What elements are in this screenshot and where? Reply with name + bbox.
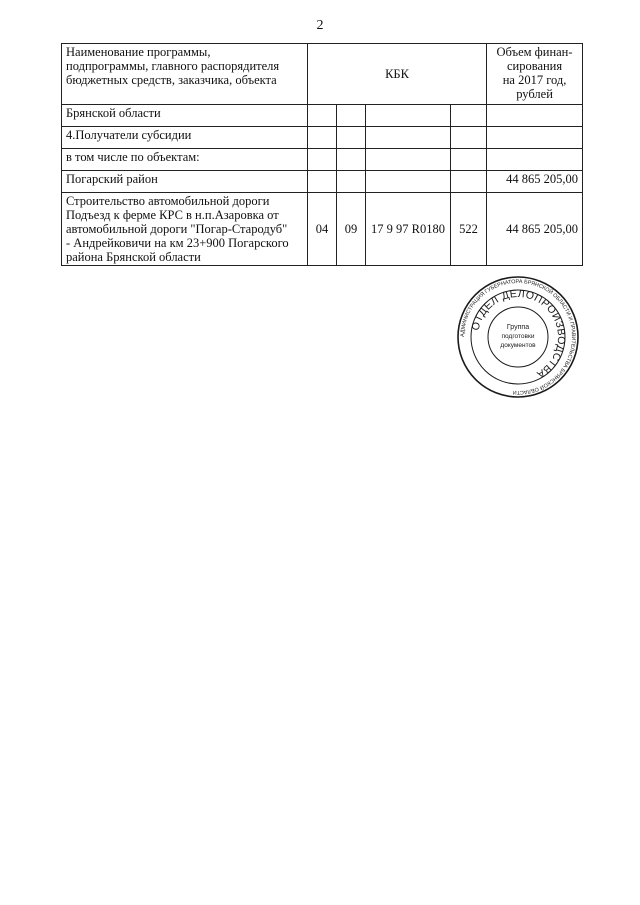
object-name-line: автомобильной дороги "Погар-Стародуб" (66, 222, 288, 236)
kbk-type-cell: 522 (451, 193, 487, 266)
kbk-target-cell: 17 9 97 R0180 (366, 193, 451, 266)
table-row (62, 149, 583, 171)
row-name-cell: Погарский район (62, 171, 308, 193)
kbk-section-cell (308, 105, 337, 127)
kbk-subsection-cell (337, 149, 366, 171)
table-row (62, 105, 583, 127)
stamp-center-line: документов (500, 342, 536, 349)
kbk-subsection-cell: 09 (337, 193, 366, 266)
amount-cell (487, 149, 583, 171)
kbk-section-cell (308, 127, 337, 149)
header-name-line: Наименование программы, (66, 45, 211, 59)
stamp-center-line: подготовки (501, 333, 535, 340)
row-name-cell: 4.Получатели субсидии (62, 127, 308, 149)
header-name-cell (62, 44, 308, 105)
budget-table (61, 43, 583, 266)
office-stamp (457, 276, 579, 398)
kbk-section-cell (308, 171, 337, 193)
object-name-line: Строительство автомобильной дороги (66, 194, 270, 208)
header-finance-line: сирования (506, 59, 563, 73)
kbk-subsection-cell (337, 127, 366, 149)
object-name-line: района Брянской области (66, 250, 201, 264)
header-finance-line: на 2017 год, (502, 73, 567, 87)
table-header-row (62, 44, 583, 105)
header-finance-cell (487, 44, 583, 105)
kbk-section-cell (308, 149, 337, 171)
page-number: 2 (316, 18, 324, 33)
kbk-target-cell (366, 149, 451, 171)
kbk-target-cell (366, 171, 451, 193)
header-finance-line: рублей (516, 87, 553, 101)
object-name-line: Подъезд к ферме КРС в н.п.Азаровка от (66, 208, 279, 222)
kbk-type-cell (451, 171, 487, 193)
stamp-inner-text: ОТДЕЛ ДЕЛОПРОИЗВОДСТВА (469, 287, 568, 381)
object-row (62, 193, 583, 266)
header-finance-line: Объем финан- (496, 45, 573, 59)
amount-cell: 44 865 205,00 (487, 171, 583, 193)
kbk-type-cell (451, 105, 487, 127)
kbk-target-cell (366, 127, 451, 149)
kbk-subsection-cell (337, 105, 366, 127)
object-name-cell (62, 193, 308, 266)
table-row (62, 127, 583, 149)
kbk-section-cell: 04 (308, 193, 337, 266)
row-name-cell: в том числе по объектам: (62, 149, 308, 171)
header-kbk-cell: КБК (308, 44, 487, 105)
kbk-target-cell (366, 105, 451, 127)
table-row (62, 171, 583, 193)
amount-cell (487, 127, 583, 149)
stamp-outer-text: АДМИНИСТРАЦИЯ ГУБЕРНАТОРА БРЯНСКОЙ ОБЛАСТИ И ПРАВИТЕЛЬСТВА БРЯНСКОЙ ОБЛАСТИ (459, 278, 577, 396)
amount-cell (487, 105, 583, 127)
row-name-cell: Брянской области (62, 105, 308, 127)
header-name-line: подпрограммы, главного распорядителя (66, 59, 280, 73)
kbk-type-cell (451, 149, 487, 171)
header-name-line: бюджетных средств, заказчика, объекта (66, 73, 277, 87)
kbk-type-cell (451, 127, 487, 149)
amount-cell: 44 865 205,00 (487, 193, 583, 266)
stamp-center-line: Группа (506, 324, 530, 331)
kbk-subsection-cell (337, 171, 366, 193)
object-name-line: - Андрейковичи на км 23+900 Погарского (66, 236, 289, 250)
